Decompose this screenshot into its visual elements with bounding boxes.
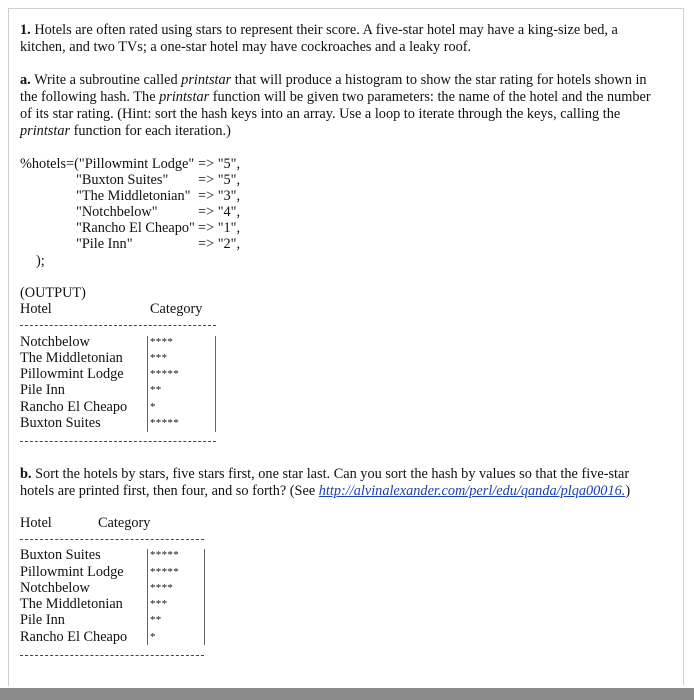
printstar-name-3: printstar xyxy=(20,123,71,139)
hash-line-left: "Pile Inn" xyxy=(76,236,133,252)
table-row-hotel: The Middletonian xyxy=(20,350,123,366)
hash-line-right: => "2", xyxy=(198,236,241,252)
question-1-text: Hotels are often rated using stars to represent their score. A five-star hotel may have a king-size bed, a kitchen, and two TVs; a one-star hotel may have cockroaches and a leaky roof. xyxy=(20,22,618,55)
column-separator-right xyxy=(215,336,216,432)
table-row-hotel: Notchbelow xyxy=(20,580,90,596)
table-row-hotel: The Middletonian xyxy=(20,596,123,612)
bottom-scrollbar-area xyxy=(0,688,694,700)
hash-line-left: "Rancho El Cheapo" xyxy=(76,220,195,236)
table-row-hotel: Rancho El Cheapo xyxy=(20,629,128,645)
table-row-hotel: Buxton Suites xyxy=(20,415,101,431)
hash-line-left: "Buxton Suites" xyxy=(76,172,169,188)
table-row-hotel: Buxton Suites xyxy=(20,547,101,563)
reference-link[interactable]: http://alvinalexander.com/perl/edu/qanda/plqa00016. xyxy=(318,483,626,499)
hash-line-right: => "5", xyxy=(198,156,241,172)
column-separator-right xyxy=(204,549,205,645)
part-b-label: b. xyxy=(20,466,32,482)
column-header-hotel: Hotel xyxy=(20,301,52,317)
hash-line-right: => "1", xyxy=(198,220,241,236)
part-a-text-2: that will produce a histogram to show the star rating for hotels shown in the following hash. The xyxy=(20,72,647,105)
part-b-text: Sort the hotels by stars, five stars first, one star last. Can you sort the hash by values so that the five-star hotels are printed first, then four, and so forth? (See xyxy=(20,466,630,499)
column-header-category: Category xyxy=(150,301,203,317)
column-header-hotel: Hotel xyxy=(20,515,52,531)
part-b-paragraph xyxy=(20,466,660,500)
table-row-hotel: Rancho El Cheapo xyxy=(20,399,128,415)
output-label: (OUTPUT) xyxy=(20,285,86,301)
question-number: 1. xyxy=(20,22,31,38)
part-a-text-1: Write a subroutine called xyxy=(34,72,182,88)
part-b-text-end: ) xyxy=(625,483,631,499)
part-a-paragraph xyxy=(20,72,660,140)
printstar-name-1: printstar xyxy=(181,72,232,88)
hash-line-right: => "4", xyxy=(198,204,241,220)
question-1-paragraph xyxy=(20,22,660,56)
divider-line xyxy=(20,655,204,656)
part-a-text-4: function for each iteration.) xyxy=(70,123,231,139)
table-row-stars: * xyxy=(150,401,156,413)
table-row-stars: ***** xyxy=(150,549,179,561)
column-separator-left xyxy=(147,549,148,645)
hash-line-left: %hotels=("Pillowmint Lodge" xyxy=(20,156,195,172)
divider-line xyxy=(20,539,204,540)
hash-line-left: "The Middletonian" xyxy=(76,188,191,204)
table-row-stars: *** xyxy=(150,598,168,610)
hash-line-right: => "5", xyxy=(198,172,241,188)
divider-line xyxy=(20,441,216,442)
table-row-stars: * xyxy=(150,631,156,643)
hash-close: ); xyxy=(36,253,45,269)
table-row-stars: *** xyxy=(150,352,168,364)
table-row-stars: ***** xyxy=(150,566,179,578)
table-row-stars: ***** xyxy=(150,417,179,429)
table-row-stars: ** xyxy=(150,614,162,626)
hash-line-right: => "3", xyxy=(198,188,241,204)
table-row-stars: **** xyxy=(150,336,174,348)
table-row-hotel: Pile Inn xyxy=(20,612,65,628)
part-a-label: a. xyxy=(20,72,31,88)
table-row-stars: **** xyxy=(150,582,174,594)
table-row-hotel: Pillowmint Lodge xyxy=(20,564,124,580)
table-row-hotel: Pillowmint Lodge xyxy=(20,366,124,382)
hash-line-left: "Notchbelow" xyxy=(76,204,158,220)
column-separator-left xyxy=(147,336,148,432)
table-row-stars: ** xyxy=(150,384,162,396)
column-header-category: Category xyxy=(98,515,151,531)
table-row-stars: ***** xyxy=(150,368,179,380)
divider-line xyxy=(20,325,216,326)
part-a-text-3: function will be given two parameters: the name of the hotel and the number of its star rating. (Hint: sort the hash keys into an array. Use a loop to iterate through the keys, calling the xyxy=(20,89,651,122)
table-row-hotel: Notchbelow xyxy=(20,334,90,350)
table-row-hotel: Pile Inn xyxy=(20,382,65,398)
printstar-name-2: printstar xyxy=(159,89,210,105)
